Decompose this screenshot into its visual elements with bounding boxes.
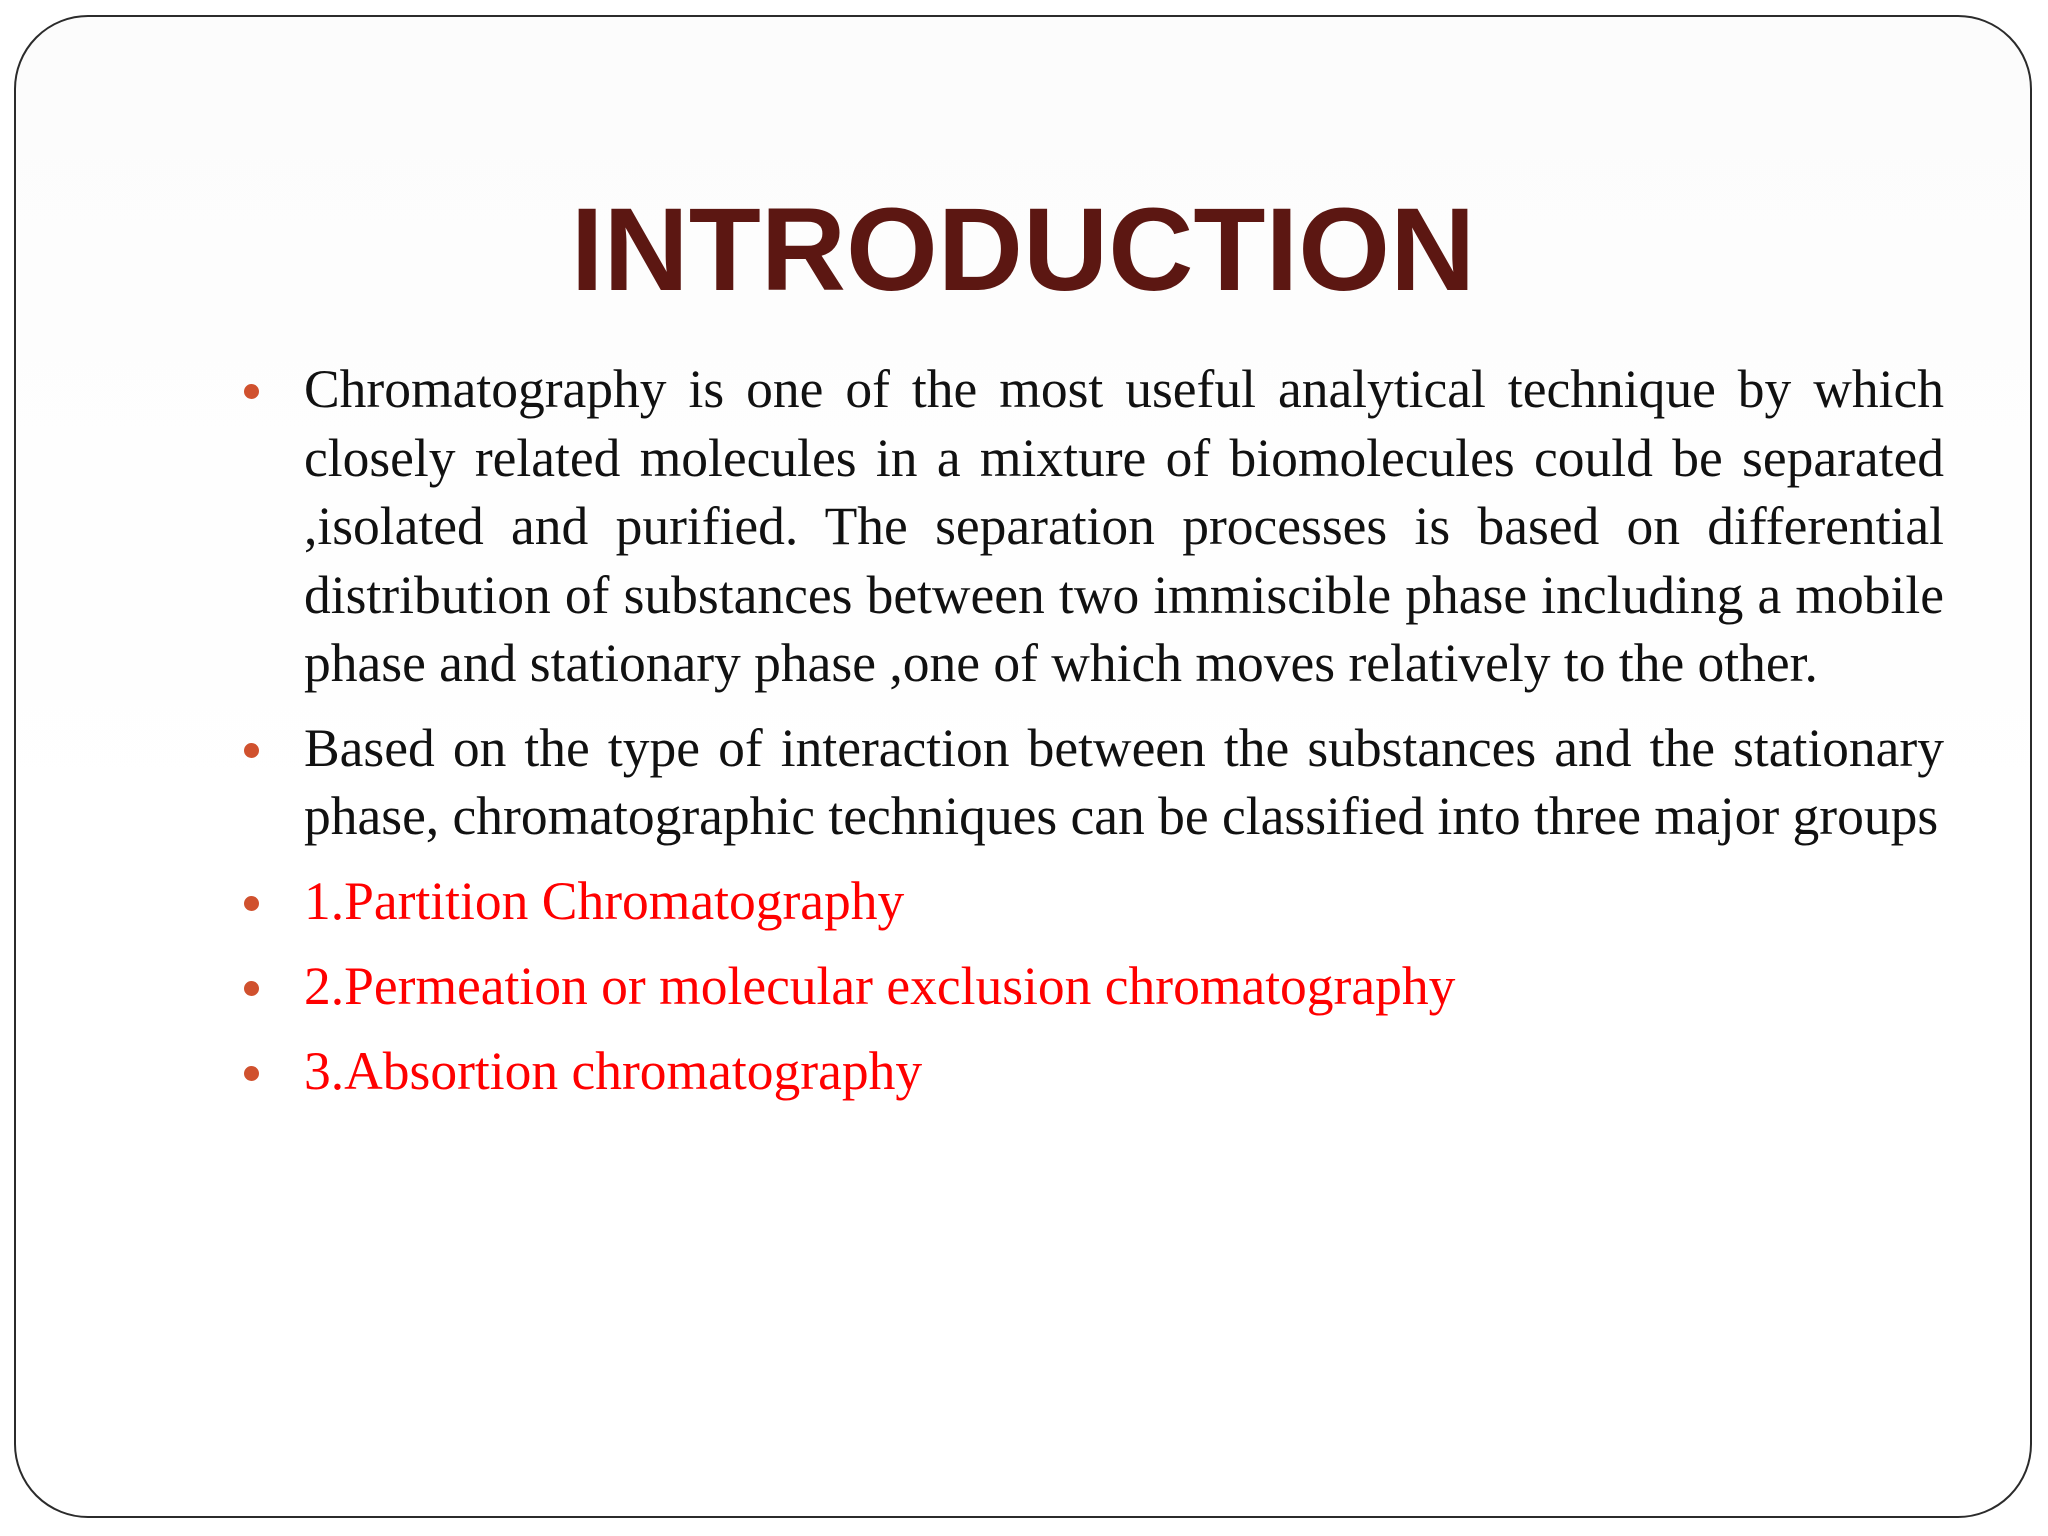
bullet-dot-icon [244,896,259,911]
bullet-dot-icon [244,384,259,399]
bullet-dot-icon [244,1066,259,1081]
paragraph-text: Chromatography is one of the most useful analytical technique by which closely related molecules in a mixture of biomolecules could be separated ,isolated and purified. The separation processes is based on differential distribution of substances between two immiscible phase including a mobile phase and stationary phase ,one of which moves relatively to the other. [304,359,1944,693]
group-label: 3.Absortion chromatography [304,1040,923,1101]
group-item [236,1037,1944,1105]
list-item [236,355,1944,698]
group-item [236,952,1944,1020]
group-label: 1.Partition Chromatography [304,870,905,931]
list-item [236,714,1944,851]
paragraph-text: Based on the type of interaction between the substances and the stationary phase, chromatographic techniques can be classified into three major groups [304,717,1944,846]
bullet-dot-icon [244,743,259,758]
group-label: 2.Permeation or molecular exclusion chromatography [304,955,1456,1016]
bullet-list [236,355,1944,1105]
slide-title: INTRODUCTION [570,184,1476,316]
group-item [236,867,1944,935]
bullet-dot-icon [244,981,259,996]
slide-frame [14,15,2032,1518]
